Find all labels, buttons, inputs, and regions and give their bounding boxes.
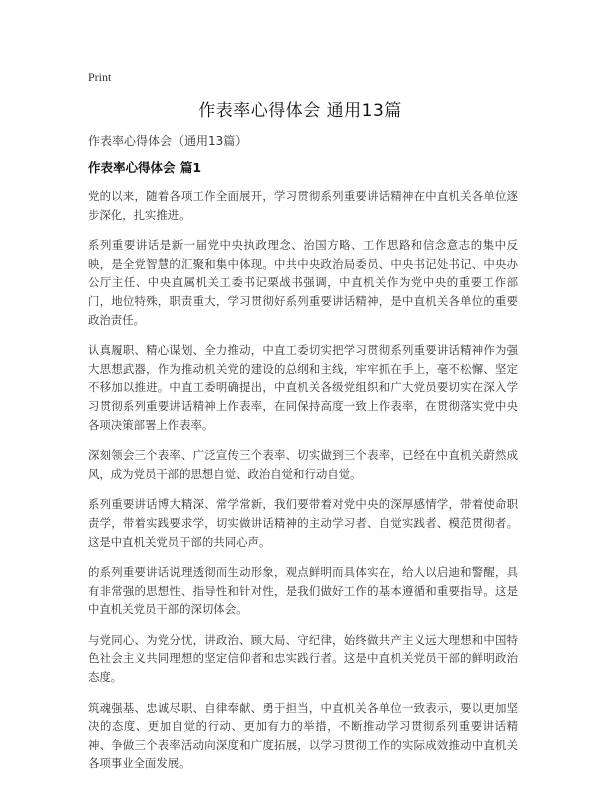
section-heading: 作表率心得体会 篇1 <box>88 160 202 175</box>
document-title: 作表率心得体会 通用13篇 <box>198 101 402 121</box>
paragraph-7: 与党同心、为党分忧，讲政治、顾大局、守纪律，始终做共产主义远大理想和中国特色社会主义共同理想的坚定信仰者和忠实践行者。这是中直机关党员干部的鲜明政治态度。 <box>88 632 518 685</box>
paragraph-6: 的系列重要讲话说理透彻而生动形象，观点鲜明而具体实在，给人以启迪和警醒，具有非常强的思想性、指导性和针对性，是我们做好工作的基本遵循和重要指导。这是中直机关党员干部的深切体会。 <box>88 565 518 617</box>
print-label[interactable]: Print <box>88 70 112 84</box>
document-body <box>88 132 518 785</box>
paragraph-4: 深刻领会三个表率、广泛宣传三个表率、切实做到三个表率，已经在中直机关蔚然成风，成为党员干部的思想自觉、政治自觉和行动自觉。 <box>88 448 518 481</box>
paragraph-3: 认真履职、精心谋划、全力推动，中直工委切实把学习贯彻系列重要讲话精神作为强大思想武器，作为推动机关党的建设的总纲和主线，牢牢抓在手上，毫不松懈、坚定不移加以推进。中直工委明确提出，中直机关各级党组织和广大党员要切实在深入学习贯彻系列重要讲话精神上作表率，在同保持高度一致上作表率，在贯彻落实党中央各项决策部署上作表率。 <box>88 343 518 432</box>
paragraph-2: 系列重要讲话是新一届党中央执政理念、治国方略、工作思路和信念意志的集中反映，是全党智慧的汇聚和集中体现。中共中央政治局委员、中央书记处书记、中央办公厅主任、中央直属机关工委书记栗战书强调，中直机关作为党中央的重要工作部门，地位特殊，职责重大，学习贯彻好系列重要讲话精神，是中直机关各单位的重要政治责任。 <box>88 238 518 327</box>
paragraph-5: 系列重要讲话博大精深、常学常新，我们要带着对党中央的深厚感情学，带着使命职责学，带着实践要求学，切实做讲话精神的主动学习者、自觉实践者、模范贯彻者。这是中直机关党员干部的共同心声。 <box>88 497 518 549</box>
paragraph-8: 筑魂强基、忠诚尽职、自律奉献、勇于担当，中直机关各单位一致表示，要以更加坚决的态度、更加自觉的行动、更加有力的举措，不断推动学习贯彻系列重要讲话精神、争做三个表率活动向深度和广度拓展，以学习贯彻工作的实际成效推动中直机关各项事业全面发展。 <box>88 700 518 771</box>
paragraph-1: 党的以来，随着各项工作全面展开，学习贯彻系列重要讲话精神在中直机关各单位逐步深化，扎实推进。 <box>88 189 518 222</box>
document-subtitle: 作表率心得体会（通用13篇） <box>88 134 248 148</box>
